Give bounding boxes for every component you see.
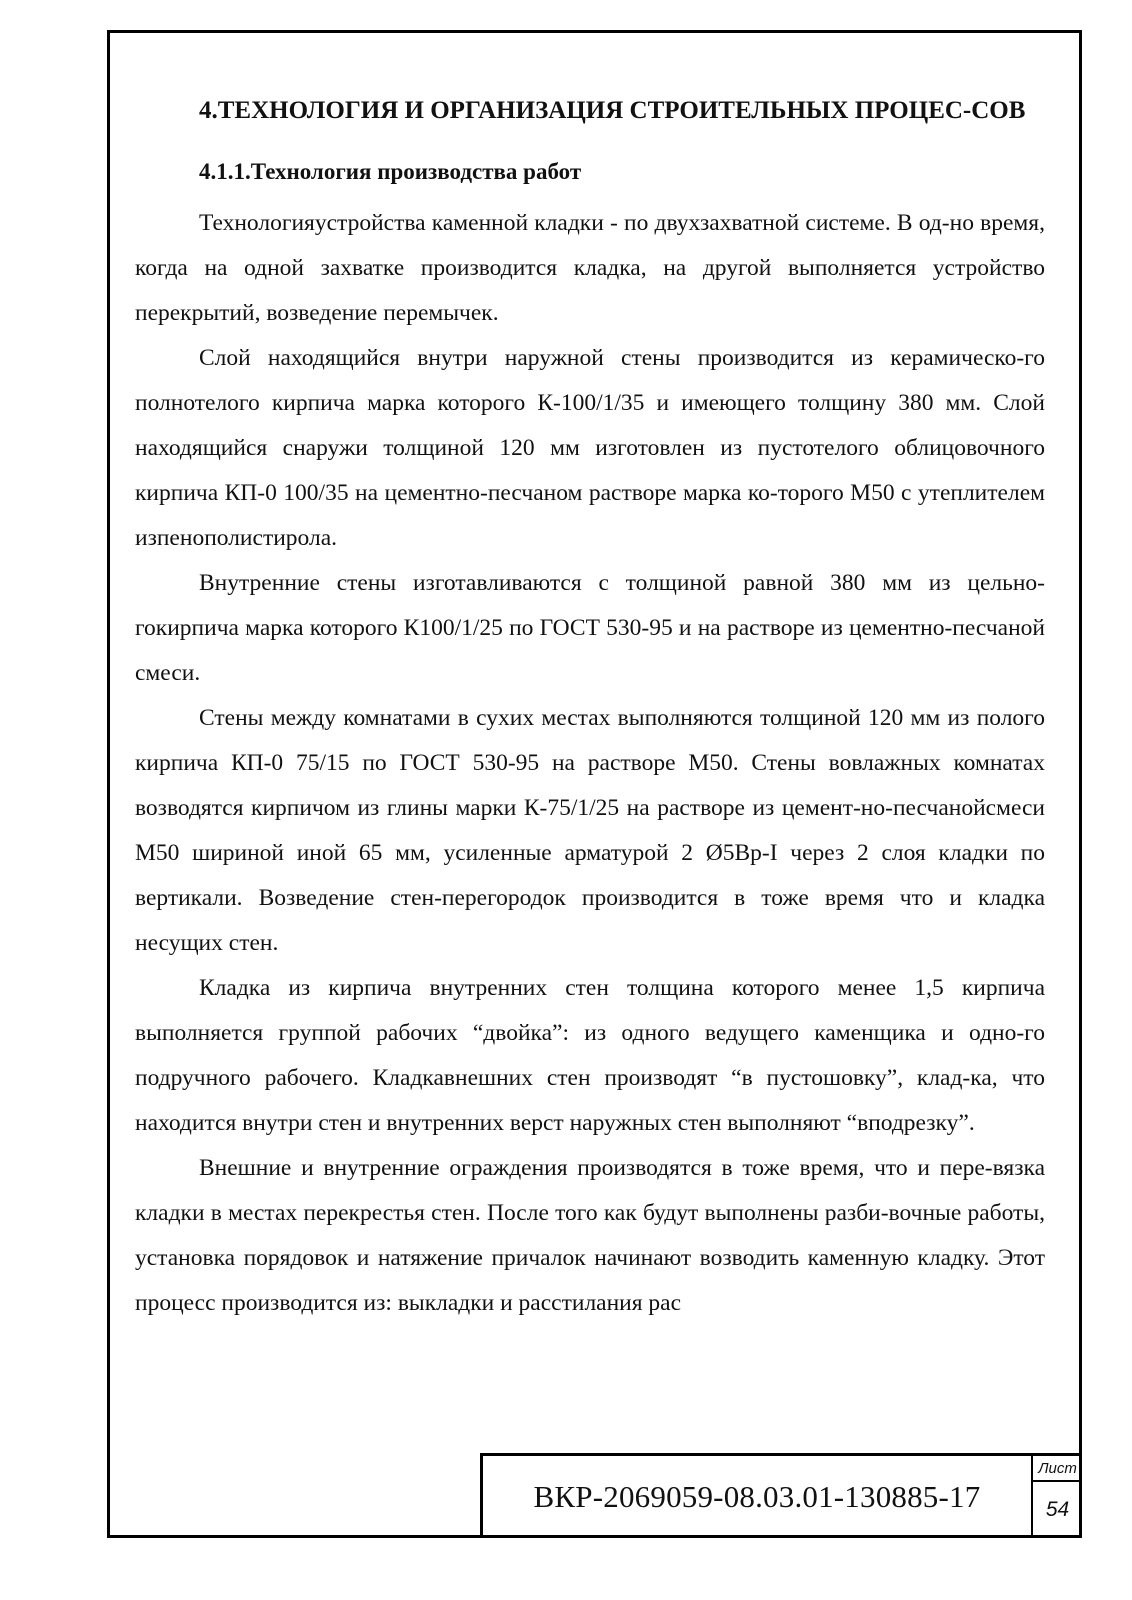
sheet-label: Лист (1033, 1456, 1082, 1482)
paragraph-2: Слой находящийся внутри наружной стены производится из керамическо-го полнотелого кирпича марка которого К-100/1/35 и имеющего толщину 380 мм. Слой находящийся снаружи толщиной 120 мм изготовлен из пустотелого облицовочного кирпича КП-0 100/35 на цементно-песчаном растворе марка ко-торого М50 с утеплителем изпенополистирола. (135, 345, 1045, 551)
paragraph-6: Внешние и внутренние ограждения производятся в тоже время, что и пере-вязка кладки в местах перекрестья стен. После того как будут выполнены разби-вочные работы, установка порядовок и натяжение причалок начинают возводить каменную кладку. Этот процесс производится из: выкладки и расстилания рас (135, 1155, 1045, 1316)
title-block-stamp (480, 1453, 1082, 1538)
paragraph-1: Технологияустройства каменной кладки - по двухзахватной системе. В од-но время, когда на одной захватке производится кладка, на другой выполняется устройство перекрытий, возведение перемычек. (135, 210, 1045, 326)
sheet-number: 54 (1045, 1498, 1070, 1521)
paragraph-3: Внутренние стены изготавливаются с толщиной равной 380 мм из цельно-гокирпича марка которого К100/1/25 по ГОСТ 530-95 и на растворе из цементно-песчаной смеси. (135, 570, 1045, 686)
document-code: ВКР-2069059-08.03.01-130885-17 (533, 1479, 981, 1514)
paragraph-5: Кладка из кирпича внутренних стен толщина которого менее 1,5 кирпича выполняется группой рабочих “двойка”: из одного ведущего каменщика и одно-го подручного рабочего. Кладкавнешних стен производят “в пустошовку”, клад-ка, что находится внутри стен и внутренних верст наружных стен выполняют “вподрезку”. (135, 975, 1045, 1136)
section-title: 4.ТЕХНОЛОГИЯ И ОРГАНИЗАЦИЯ СТРОИТЕЛЬНЫХ ПРОЦЕС-СОВ (199, 97, 1026, 124)
paragraph-4: Стены между комнатами в сухих местах выполняются толщиной 120 мм из полого кирпича КП-0 75/15 по ГОСТ 530-95 на растворе М50. Стены вовлажных комнатах возводятся кирпичом из глины марки К-75/1/25 на растворе из цемент-но-песчанойсмеси М50 шириной иной 65 мм, усиленные арматурой 2 Ø5Вр-I через 2 слоя кладки по вертикали. Возведение стен-перегородок производится в тоже время что и кладка несущих стен. (135, 705, 1045, 956)
document-body (135, 95, 1045, 1326)
sheet-cell (1031, 1456, 1082, 1538)
subsection-title: 4.1.1.Технология производства работ (199, 159, 582, 184)
